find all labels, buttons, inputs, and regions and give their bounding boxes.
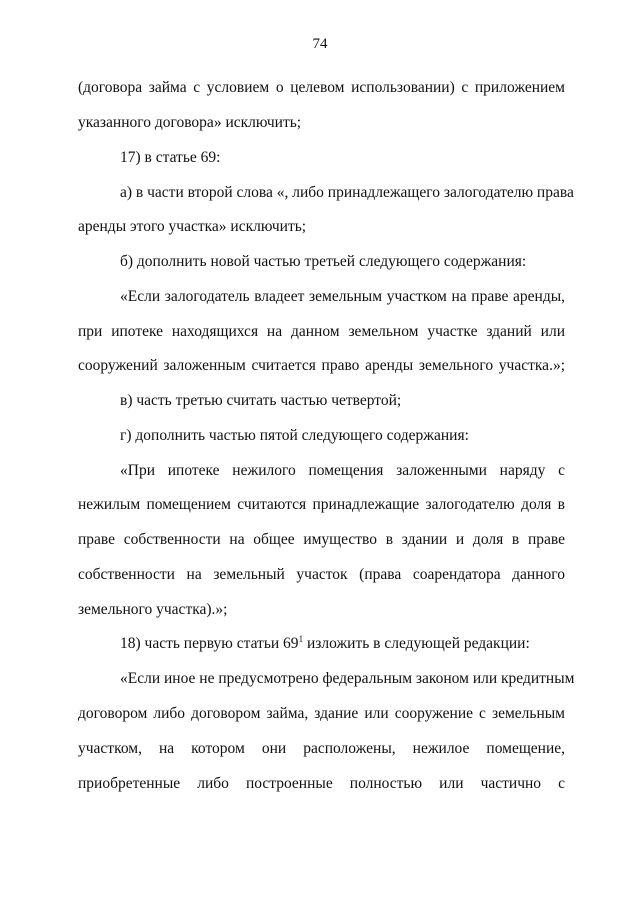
quote-line: «Если залогодатель владеет земельным участком на праве аренды,: [120, 288, 565, 305]
superscript: 1: [298, 633, 304, 644]
item18-text-end: изложить в следующей редакции:: [303, 635, 530, 652]
text-line: (договора займа с условием о целевом использовании) с приложением: [78, 79, 565, 96]
item18-text: 18) часть первую статьи 69: [120, 635, 299, 652]
sub-item-g: г) дополнить частью пятой следующего содержания:: [120, 427, 469, 444]
text-line: при ипотеке находящихся на данном земельном участке зданий или: [78, 323, 565, 340]
text-line: приобретенные либо построенные полностью или частично с: [78, 775, 565, 792]
quote-line: «При ипотеке нежилого помещения заложенными наряду с: [120, 462, 565, 479]
text-line: земельного участка).»;: [78, 601, 228, 618]
list-item-17: 17) в статье 69:: [120, 149, 221, 166]
text-line: указанного договора» исключить;: [78, 114, 302, 131]
sub-item-v: в) часть третью считать частью четвертой;: [120, 392, 402, 409]
sub-item-b: б) дополнить новой частью третьей следующего содержания:: [120, 253, 527, 270]
sub-item-a: а) в части второй слова «, либо принадлежащего залогодателю права: [120, 184, 574, 201]
text-line: аренды этого участка» исключить;: [78, 218, 307, 235]
text-line: собственности на земельный участок (права соарендатора данного: [78, 566, 565, 583]
quote-line: «Если иное не предусмотрено федеральным законом или кредитным: [120, 670, 575, 687]
text-line: нежилым помещением считаются принадлежащие залогодателю доля в: [78, 496, 565, 513]
page-number: 74: [312, 36, 328, 52]
text-line: договором либо договором займа, здание или сооружение с земельным: [78, 705, 565, 722]
text-line: участком, на котором они расположены, нежилое помещение,: [78, 740, 565, 757]
text-line: сооружений заложенным считается право аренды земельного участка.»;: [78, 357, 565, 374]
list-item-18: [78, 634, 565, 654]
text-line: праве собственности на общее имущество в здании и доля в праве: [78, 531, 565, 548]
